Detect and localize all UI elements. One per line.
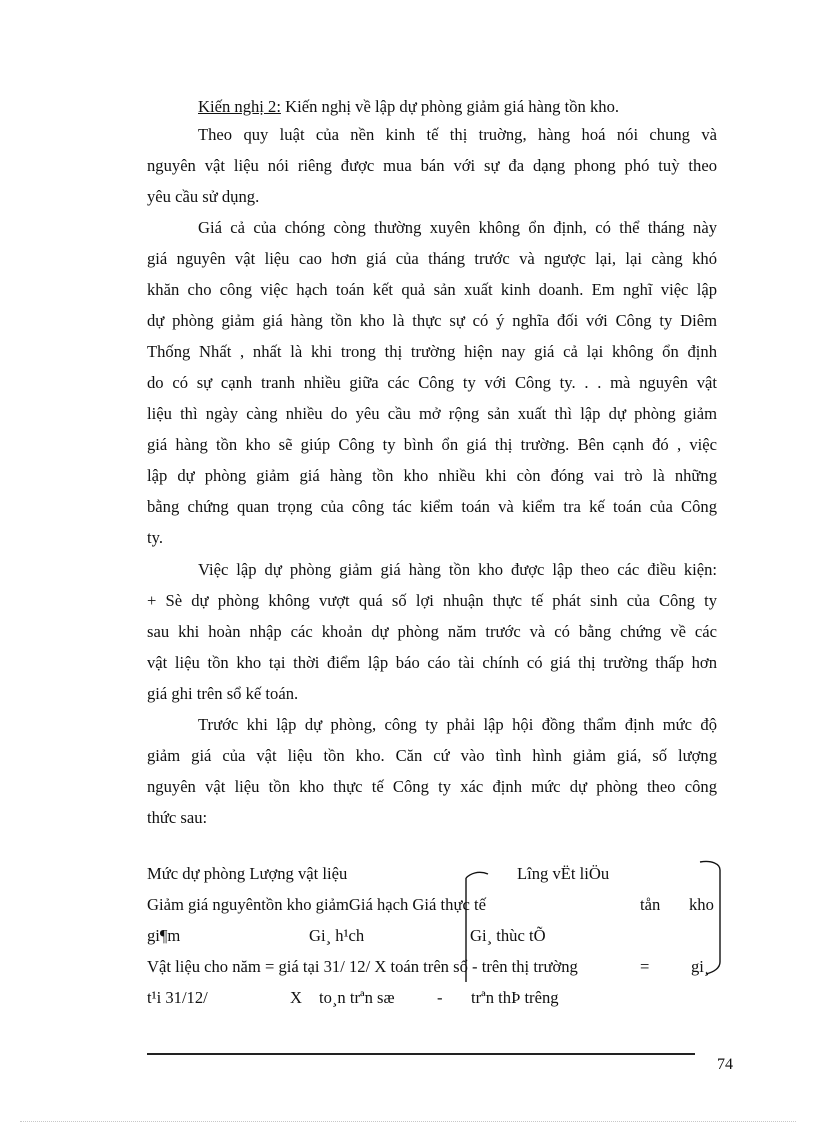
- paragraph-2-line-9: lập dự phòng giảm giá hàng tồn kho nhiều khi còn đóng vai trò là những: [147, 466, 717, 485]
- paragraph-2-line-11: ty.: [147, 528, 163, 547]
- paragraph-3-line-1: Việc lập dự phòng giảm giá hàng tồn kho được lập theo các điều kiện:: [198, 560, 717, 579]
- paragraph-2-line-2: giá nguyên vật liệu cao hơn giá của tháng trước và ngược lại, lại càng khó: [147, 249, 717, 268]
- paragraph-1-line-2: nguyên vật liệu nói riêng được mua bán với sự đa dạng phong phó tuỳ theo: [147, 156, 717, 175]
- formula-row-5-c: to¸n trªn sæ: [319, 988, 395, 1007]
- section-heading: [198, 97, 718, 117]
- heading-label: Kiến nghị 2:: [198, 97, 281, 116]
- paragraph-2-line-5: Thống Nhất , nhất là khi trong thị trường hiện nay giá cả lại không ổn định: [147, 342, 717, 361]
- heading-text: Kiến nghị về lập dự phòng giảm giá hàng tồn kho.: [280, 97, 620, 116]
- formula-row-3-right: Gi¸ thùc tÕ: [470, 926, 546, 945]
- formula-row-1-right: Lîng vËt liÖu: [517, 864, 610, 883]
- paragraph-4-line-1: Trước khi lập dự phòng, công ty phải lập hội đồng thẩm định mức độ: [198, 715, 717, 734]
- paragraph-2-line-6: do có sự cạnh tranh nhiều giữa các Công ty với Công ty. . . mà nguyên vật: [147, 373, 717, 392]
- paragraph-3-line-5: giá ghi trên sổ kế toán.: [147, 684, 299, 703]
- formula-row-1-left: Mức dự phòng Lượng vật liệu: [147, 864, 348, 883]
- paragraph-4-line-4: thức sau:: [147, 808, 208, 827]
- paragraph-2-line-10: bằng chứng quan trọng của công tác kiểm toán và kiểm tra kế toán của Công: [147, 497, 717, 516]
- formula-row-4-right: gi¸: [691, 957, 710, 976]
- paragraph-2-line-3: khăn cho công việc hạch toán kết quả sản xuất kinh doanh. Em nghĩ việc lập: [147, 280, 717, 299]
- formula-row-4-left: Vật liệu cho năm = giá tại 31/ 12/ X toán trên sổ - trên thị trường: [147, 957, 578, 976]
- page-edge-divider: [20, 1121, 796, 1122]
- paragraph-2-line-7: liệu thì ngày càng nhiều do yêu cầu mở rộng sản xuất thì lập dự phòng giảm: [147, 404, 717, 423]
- formula-row-4-equals: =: [640, 957, 650, 976]
- paragraph-2-line-1: Giá cả của chóng còng thường xuyên không ổn định, có thể tháng này: [198, 218, 717, 237]
- paragraph-1-line-3: yêu cầu sử dụng.: [147, 187, 260, 206]
- formula-row-2-right: kho: [689, 895, 714, 914]
- paragraph-4-line-3: nguyên vật liệu tồn kho thực tế Công ty xác định mức dự phòng theo công: [147, 777, 717, 796]
- formula-row-5-a: t¹i 31/12/: [147, 988, 208, 1007]
- paragraph-1-line-1: Theo quy luật của nền kinh tế thị truờng, hàng hoá nói chung và: [198, 125, 717, 144]
- paragraph-3-line-4: vật liệu tồn kho tại thời điểm lập báo cáo tài chính có giá thị trường thấp hơn: [147, 653, 717, 672]
- formula-row-5-d: -: [437, 988, 443, 1007]
- formula-row-5-e: trªn thÞ trêng: [471, 988, 559, 1007]
- page-number: 74: [717, 1056, 733, 1073]
- formula-row-3-mid: Gi¸ h¹ch: [309, 926, 365, 945]
- paragraph-2-line-4: dự phòng giảm giá hàng tồn kho là thực sự có ý nghĩa đối với Công ty Diêm: [147, 311, 717, 330]
- formula-row-5-b: X: [290, 988, 302, 1007]
- footer-rule: [147, 1053, 695, 1055]
- paragraph-4-line-2: giảm giá của vật liệu tồn kho. Căn cứ vào tình hình giảm giá, số lượng: [147, 746, 717, 765]
- paragraph-2-line-8: giá hàng tồn kho sẽ giúp Công ty bình ổn giá thị trường. Bên cạnh đó , việc: [147, 435, 717, 454]
- paragraph-3-line-2: + Sè dự phòng không vượt quá số lợi nhuận thực tế phát sinh của Công ty: [147, 591, 717, 610]
- formula-row-2-left: Giảm giá nguyêntồn kho giảmGiá hạch Giá thực tế: [147, 895, 486, 914]
- formula-row-3-left: gi¶m: [147, 926, 181, 945]
- paragraph-3-line-3: sau khi hoàn nhập các khoản dự phòng năm trước và có bằng chứng về các: [147, 622, 717, 641]
- formula-row-2-mid: tån: [640, 895, 661, 914]
